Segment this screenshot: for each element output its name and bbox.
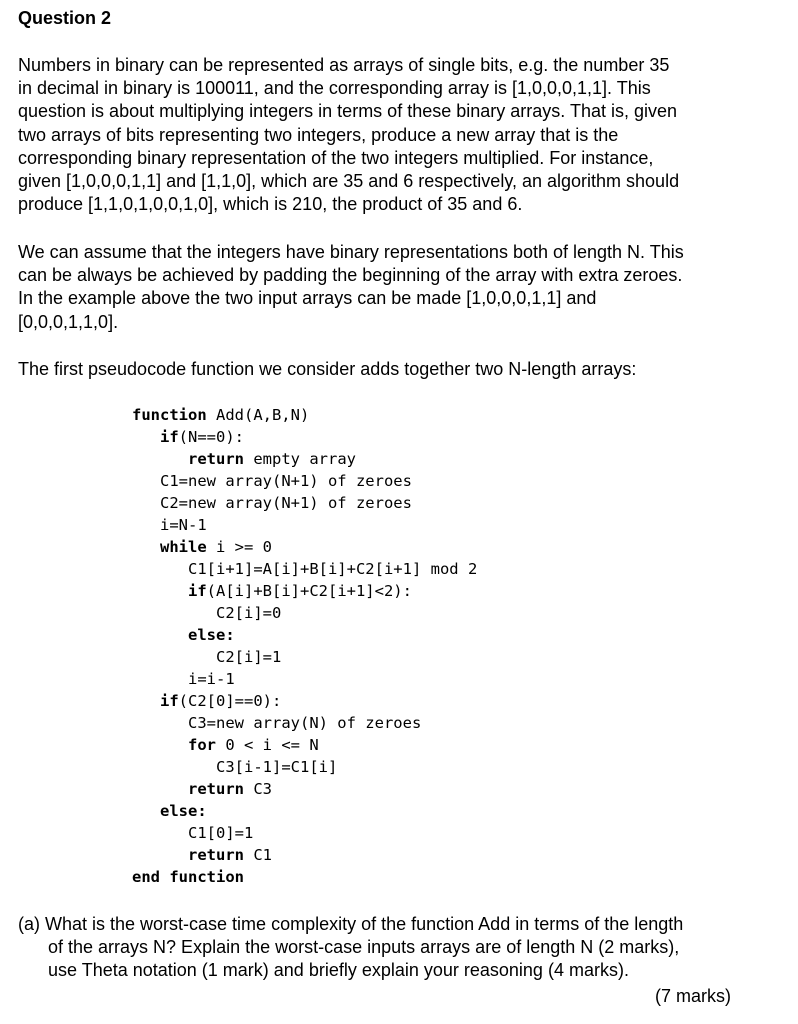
code-line — [132, 844, 477, 866]
code-line — [132, 426, 477, 448]
code-indent — [132, 428, 160, 446]
code-line — [132, 580, 477, 602]
code-line — [132, 822, 477, 844]
code-text: i=i-1 — [188, 670, 235, 688]
code-indent — [132, 604, 216, 622]
paragraph-line: Numbers in binary can be represented as arrays of single bits, e.g. the number 35 — [18, 55, 670, 75]
code-line — [132, 668, 477, 690]
code-line — [132, 492, 477, 514]
code-indent — [132, 494, 160, 512]
code-line — [132, 734, 477, 756]
code-text: C1=new array(N+1) of zeroes — [160, 472, 412, 490]
paragraph-line: two arrays of bits representing two integers, produce a new array that is the — [18, 124, 619, 145]
code-line — [132, 448, 477, 470]
code-keyword: while — [160, 538, 207, 556]
code-text: (C2[0]==0): — [178, 692, 282, 710]
code-keyword: if — [160, 692, 179, 710]
code-indent — [132, 626, 188, 644]
code-text: Add(A,B,N) — [206, 406, 310, 424]
code-text: C1[0]=1 — [188, 824, 254, 842]
question-line: use Theta notation (1 mark) and briefly explain your reasoning (4 marks). — [48, 960, 629, 981]
code-line — [132, 602, 477, 624]
code-indent — [132, 824, 188, 842]
paragraph-line: corresponding binary representation of the two integers multiplied. For instance, — [18, 147, 654, 168]
code-keyword: else: — [188, 626, 235, 644]
code-indent — [132, 472, 160, 490]
code-line — [132, 756, 477, 778]
code-line — [132, 712, 477, 734]
code-keyword: else: — [160, 802, 207, 820]
code-line — [132, 800, 477, 822]
paragraph-line: In the example above the two input arrays can be made [1,0,0,0,1,1] and — [18, 288, 597, 309]
intro-paragraph — [18, 54, 788, 216]
paragraph-line: given [1,0,0,0,1,1] and [1,1,0], which are 35 and 6 respectively, an algorithm should — [18, 171, 680, 192]
code-keyword: function — [132, 406, 207, 424]
code-indent — [132, 692, 160, 710]
code-line — [132, 558, 477, 580]
code-text: (N==0): — [178, 428, 244, 446]
paragraph-line: can be always be achieved by padding the beginning of the array with extra zeroes. — [18, 265, 683, 286]
code-text: C2[i]=0 — [216, 604, 282, 622]
code-text: i >= 0 — [206, 538, 272, 556]
code-line — [132, 470, 477, 492]
code-line — [132, 778, 477, 800]
code-text: C1 — [244, 846, 272, 864]
code-keyword: return — [188, 846, 244, 864]
paragraph-line: produce [1,1,0,1,0,0,1,0], which is 210, the product of 35 and 6. — [18, 194, 523, 215]
code-keyword: return — [188, 780, 244, 798]
code-indent — [132, 802, 160, 820]
code-keyword: if — [188, 582, 207, 600]
paragraph-line: The first pseudocode function we consider adds together two N-length arrays: — [18, 359, 637, 379]
paragraph-line: [0,0,0,1,1,0]. — [18, 311, 119, 332]
marks-label: (7 marks) — [655, 986, 731, 1006]
pseudocode-block — [132, 404, 477, 888]
code-indent — [132, 780, 188, 798]
code-text: empty array — [244, 450, 356, 468]
code-line — [132, 514, 477, 536]
code-indent — [132, 560, 188, 578]
code-line — [132, 624, 477, 646]
paragraph-line: in decimal in binary is 100011, and the corresponding array is [1,0,0,0,1,1]. This — [18, 78, 651, 99]
code-text: C2=new array(N+1) of zeroes — [160, 494, 412, 512]
code-line — [132, 646, 477, 668]
code-indent — [132, 758, 216, 776]
code-indent — [132, 538, 160, 556]
code-line — [132, 690, 477, 712]
code-indent — [132, 582, 188, 600]
code-line — [132, 404, 477, 426]
code-indent — [132, 846, 188, 864]
code-indent — [132, 670, 188, 688]
code-indent — [132, 516, 160, 534]
code-text: C3 — [244, 780, 272, 798]
paragraph-line: We can assume that the integers have binary representations both of length N. This — [18, 242, 684, 262]
code-keyword: for — [188, 736, 216, 754]
code-text: C3[i-1]=C1[i] — [216, 758, 338, 776]
code-text: C2[i]=1 — [216, 648, 282, 666]
code-keyword: if — [160, 428, 179, 446]
code-indent — [132, 714, 188, 732]
code-text: i=N-1 — [160, 516, 207, 534]
code-indent — [132, 736, 188, 754]
question-title: Question 2 — [18, 8, 112, 28]
paragraph-line: question is about multiplying integers in terms of these binary arrays. That is, given — [18, 101, 677, 122]
padding-paragraph — [18, 241, 788, 334]
question-a — [18, 913, 778, 983]
code-text: (A[i]+B[i]+C2[i+1]<2): — [206, 582, 412, 600]
pseudocode-intro — [18, 358, 788, 381]
code-keyword: return — [188, 450, 244, 468]
code-line — [132, 536, 477, 558]
code-indent — [132, 450, 188, 468]
code-text: C1[i+1]=A[i]+B[i]+C2[i+1] mod 2 — [188, 560, 478, 578]
question-line: (a) What is the worst-case time complexity of the function Add in terms of the length — [18, 914, 684, 934]
question-line: of the arrays N? Explain the worst-case inputs arrays are of length N (2 marks), — [48, 937, 680, 958]
code-text: C3=new array(N) of zeroes — [188, 714, 422, 732]
code-keyword: end function — [132, 868, 244, 886]
code-text: 0 < i <= N — [216, 736, 319, 754]
code-line — [132, 866, 477, 888]
code-indent — [132, 648, 216, 666]
